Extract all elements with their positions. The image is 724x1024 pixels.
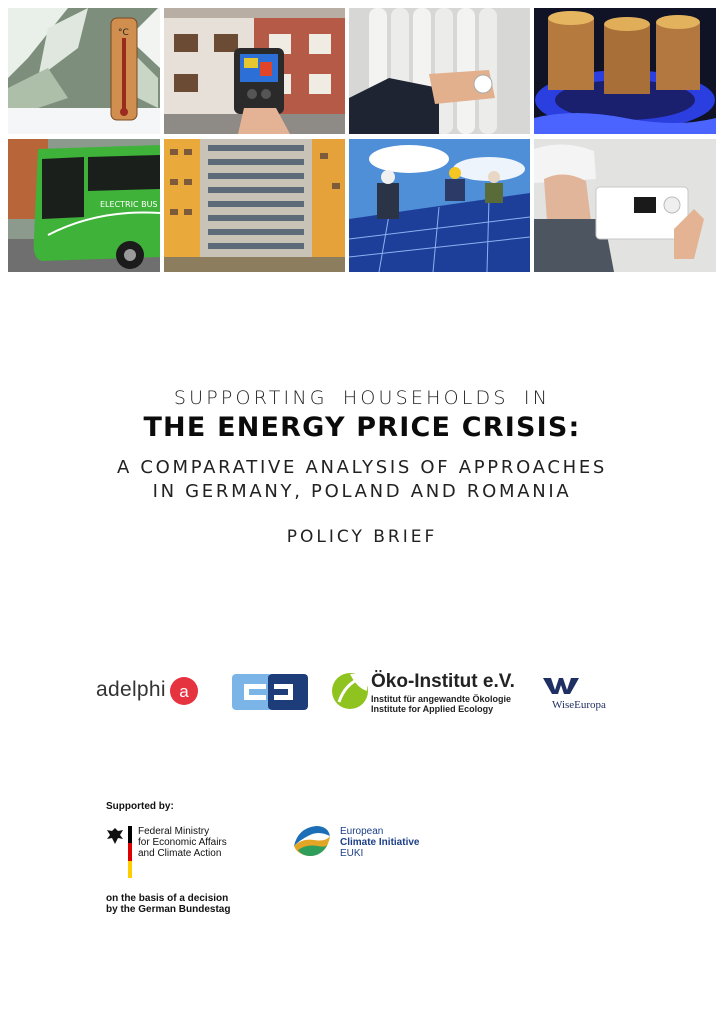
wiseeuropa-logo-text: WiseEuropa bbox=[552, 699, 606, 711]
ministry-line-1: Federal Ministry bbox=[138, 826, 210, 837]
adelphi-logo-icon bbox=[170, 677, 198, 705]
oko-institut-subtitle-de: Institut für angewandte Ökologie bbox=[371, 694, 512, 704]
photo-thermal-camera bbox=[164, 8, 345, 134]
adelphi-mark: a bbox=[179, 682, 189, 701]
adelphi-logo-text: adelphi bbox=[96, 678, 166, 701]
supported-by-label: Supported by: bbox=[106, 801, 174, 812]
photo-radiator-thermostat bbox=[349, 8, 530, 134]
oko-institut-name: Öko-Institut e.V. bbox=[371, 671, 515, 692]
title-line-2: THE ENERGY PRICE CRISIS: bbox=[143, 412, 581, 443]
photo-apartment-block bbox=[164, 139, 345, 272]
title-line-1: SUPPORTING HOUSEHOLDS IN bbox=[173, 387, 551, 409]
photo-coins-gas-flame bbox=[534, 8, 716, 134]
subtitle-line-2: IN GERMANY, POLAND AND ROMANIA bbox=[152, 481, 572, 502]
document-type: POLICY BRIEF bbox=[286, 527, 438, 547]
photo-thermometer-snow bbox=[8, 8, 160, 134]
euki-line-2: Climate Initiative bbox=[340, 837, 420, 848]
euki-line-3: EUKI bbox=[340, 848, 364, 859]
oko-institut-logo-icon bbox=[331, 672, 369, 710]
photo-solar-installers bbox=[349, 139, 530, 272]
german-eagle-emblem bbox=[105, 826, 125, 846]
euki-logo-icon bbox=[292, 822, 332, 860]
decision-line-2: by the German Bundestag bbox=[106, 904, 231, 915]
decision-line-1: on the basis of a decision bbox=[106, 893, 229, 904]
csd-logo bbox=[232, 674, 308, 710]
ministry-line-2: for Economic Affairs bbox=[138, 837, 227, 848]
photo-technician-control bbox=[534, 139, 716, 272]
euki-line-1: European bbox=[340, 826, 384, 837]
thermometer-unit: °C bbox=[118, 28, 129, 38]
subtitle-line-1: A COMPARATIVE ANALYSIS OF APPROACHES bbox=[116, 457, 608, 478]
german-flag-bar bbox=[128, 826, 132, 878]
oko-institut-subtitle-en: Institute for Applied Ecology bbox=[371, 704, 494, 714]
wiseeuropa-logo-icon bbox=[543, 676, 579, 696]
photo-electric-bus bbox=[8, 139, 160, 272]
ministry-line-3: and Climate Action bbox=[138, 848, 222, 859]
bus-label: ELECTRIC BUS bbox=[100, 200, 158, 209]
